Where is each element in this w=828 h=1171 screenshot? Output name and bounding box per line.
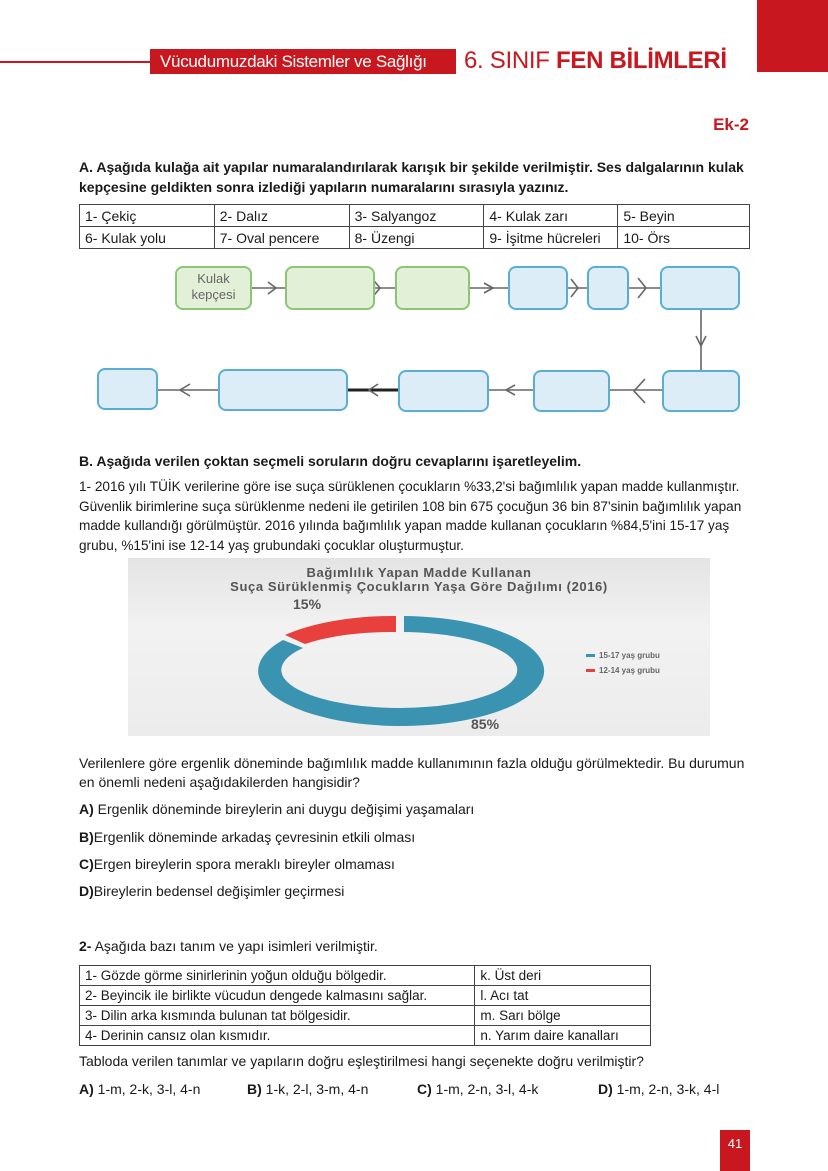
table-row xyxy=(80,1026,651,1046)
option-letter: A) xyxy=(79,1081,94,1097)
table-cell: k. Üst deri xyxy=(475,966,651,986)
page-number: 41 xyxy=(720,1130,750,1171)
table-cell: 1- Çekiç xyxy=(80,205,215,227)
q1-option-a[interactable] xyxy=(79,800,474,819)
table-row xyxy=(80,966,651,986)
option-text: 1-m, 2-n, 3-k, 4-l xyxy=(612,1081,720,1097)
table-cell: 2- Beyincik ile birlikte vücudun dengede kalmasını sağlar. xyxy=(80,986,475,1006)
legend-swatch-teal xyxy=(586,654,595,657)
option-letter: B) xyxy=(79,829,94,845)
q2-option-c[interactable] xyxy=(417,1080,538,1099)
q1-option-d[interactable] xyxy=(79,882,344,901)
legend-item xyxy=(586,648,660,663)
option-letter: B) xyxy=(247,1081,262,1097)
table-cell: 10- Örs xyxy=(618,227,750,249)
option-text: 1-m, 2-n, 3-l, 4-k xyxy=(431,1081,539,1097)
flow-box-11[interactable] xyxy=(97,368,158,410)
question-2-stem: Tabloda verilen tanımlar ve yapıların doğru eşleştirilmesi hangi seçenekte doğru verilmiştir? xyxy=(79,1053,644,1069)
table-cell: 4- Derinin cansız olan kısmıdır. xyxy=(80,1026,475,1046)
matching-table xyxy=(79,965,651,1046)
flow-box-5[interactable] xyxy=(587,266,629,310)
flow-box-7[interactable] xyxy=(662,370,740,412)
flow-box-10[interactable] xyxy=(218,369,348,411)
donut-chart xyxy=(128,558,710,736)
question-1-stem: Verilenlere göre ergenlik döneminde bağımlılık madde kullanımının fazla olduğu görülmektedir. Bu durumun en önemli nedeni aşağıdakilerden hangisidir? xyxy=(79,755,745,790)
chapter-title: Vücudumuzdaki Sistemler ve Sağlığı xyxy=(150,49,456,74)
option-letter: D) xyxy=(79,883,94,899)
question-intro-text: Aşağıda bazı tanım ve yapı isimleri verilmiştir. xyxy=(91,938,378,954)
table-cell: n. Yarım daire kanalları xyxy=(475,1026,651,1046)
legend-item xyxy=(586,663,660,678)
table-cell: m. Sarı bölge xyxy=(475,1006,651,1026)
section-a-instruction: A. Aşağıda kulağa ait yapılar numaralandırılarak karışık bir şekilde verilmiştir. Ses dalgalarının kulak kepçesine geldikten sonra izlediği yapıların numaralarını sırasıyla yazınız. xyxy=(79,159,744,195)
table-cell: 1- Gözde görme sinirlerinin yoğun olduğu bölgedir. xyxy=(80,966,475,986)
ear-flow-diagram xyxy=(0,0,828,430)
chart-title-line2: Suça Sürüklenmiş Çocukların Yaşa Göre Dağılımı (2016) xyxy=(230,579,608,594)
table-cell: 8- Üzengi xyxy=(349,227,484,249)
legend-swatch-red xyxy=(586,669,595,672)
option-text: 1-m, 2-k, 3-l, 4-n xyxy=(93,1081,201,1097)
flow-box-6[interactable] xyxy=(660,266,740,310)
table-cell: 6- Kulak yolu xyxy=(80,227,215,249)
flow-box-3[interactable] xyxy=(395,266,470,310)
option-text: 1-k, 2-l, 3-m, 4-n xyxy=(261,1081,369,1097)
flow-box-8[interactable] xyxy=(533,370,610,412)
question-1-text: 1- 2016 yılı TÜİK verilerine göre ise suça sürüklenen çocukların %33,2'si bağımlılık yapan madde kullanmıştır. Güvenlik birimlerine suça sürüklenme nedeni ile getirilen 108 bin 675 çocuğun 36 bin 87'sinin bağımlılık yapan madde kullandığı görülmüştür. 2016 yılında bağımlılık yapan madde kullanan çocukların %84,5'ini 15-17 yaş grubu, %15'ini ise 12-14 yaş grubundaki çocuklar oluşturmuştur. xyxy=(79,479,742,553)
chart-title-line1: Bağımlılık Yapan Madde Kullanan xyxy=(306,565,532,580)
table-row xyxy=(80,986,651,1006)
q1-option-b[interactable] xyxy=(79,828,415,847)
option-text: Ergenlik döneminde arkadaş çevresinin etkili olması xyxy=(93,829,416,845)
option-text: Bireylerin bedensel değişimler geçirmesi xyxy=(93,883,345,899)
label-15-percent: 15% xyxy=(293,596,322,612)
q1-option-c[interactable] xyxy=(79,855,395,874)
table-cell: 3- Dilin arka kısmında bulunan tat bölgesidir. xyxy=(80,1006,475,1026)
chart-legend xyxy=(586,648,660,678)
table-cell: 4- Kulak zarı xyxy=(484,205,618,227)
flow-box-4[interactable] xyxy=(508,266,568,310)
donut-svg xyxy=(128,558,710,736)
option-text: Ergen bireylerin spora meraklı bireyler olmaması xyxy=(93,856,395,872)
table-cell: l. Acı tat xyxy=(475,986,651,1006)
q2-option-a[interactable] xyxy=(79,1080,200,1099)
question-number: 2- xyxy=(79,938,92,954)
option-letter: C) xyxy=(417,1081,432,1097)
table-row xyxy=(80,1006,651,1026)
q2-option-d[interactable] xyxy=(598,1080,719,1099)
q2-option-b[interactable] xyxy=(247,1080,368,1099)
option-letter: A) xyxy=(79,801,94,817)
subject-label: FEN BİLİMLERİ xyxy=(556,47,727,74)
option-letter: D) xyxy=(598,1081,613,1097)
label-85-percent: 85% xyxy=(471,716,500,732)
slice-12-14 xyxy=(285,616,396,644)
flow-arrows xyxy=(0,0,828,430)
legend-label: 12-14 yaş grubu xyxy=(599,666,660,675)
flow-box-9[interactable] xyxy=(398,370,489,412)
question-2-intro xyxy=(79,937,378,956)
flow-box-start-line1: Kulak xyxy=(197,271,230,286)
legend-label: 15-17 yaş grubu xyxy=(599,651,660,660)
section-b-instruction: B. Aşağıda verilen çoktan seçmeli soruların doğru cevaplarını işaretleyelim. xyxy=(79,453,582,469)
option-letter: C) xyxy=(79,856,94,872)
flow-box-start xyxy=(175,266,252,310)
grade-label: 6. SINIF xyxy=(464,47,556,74)
table-cell: 9- İşitme hücreleri xyxy=(484,227,618,249)
table-cell: 5- Beyin xyxy=(618,205,750,227)
table-cell: 2- Dalız xyxy=(214,205,349,227)
table-cell: 3- Salyangoz xyxy=(349,205,484,227)
flow-box-2[interactable] xyxy=(285,266,375,310)
appendix-label: Ek-2 xyxy=(713,115,749,134)
option-text: Ergenlik döneminde bireylerin ani duygu değişimi yaşamaları xyxy=(93,801,475,817)
flow-box-start-line2: kepçesi xyxy=(191,287,236,302)
table-cell: 7- Oval pencere xyxy=(214,227,349,249)
